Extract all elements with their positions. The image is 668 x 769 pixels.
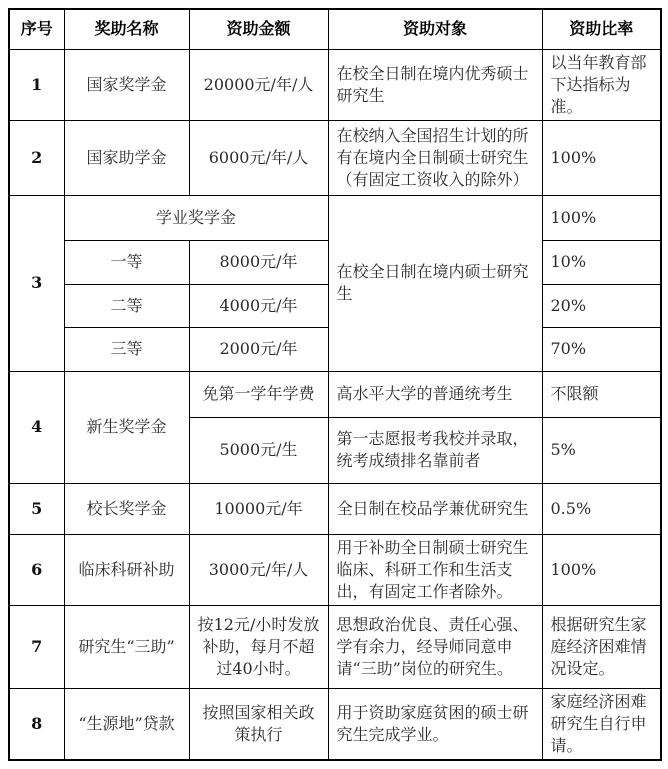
header-grant-ratio: 资助比率: [542, 9, 661, 49]
cell-award-name: 临床科研补助: [64, 534, 189, 605]
cell-ratio: 100%: [542, 120, 661, 195]
cell-award-name: 国家奖学金: [64, 49, 189, 120]
header-serial-number: 序号: [9, 9, 64, 49]
table-row: [9, 49, 661, 120]
scholarship-grant-table: [8, 8, 662, 761]
table-row: [9, 688, 661, 760]
header-award-name: 奖助名称: [64, 9, 189, 49]
table-row: [9, 483, 661, 534]
cell-amount: 2000元/年: [189, 327, 328, 371]
cell-target: 思想政治优良、责任心强、学有余力，经导师同意申请“三助”岗位的研究生。: [328, 605, 542, 688]
cell-target: 高水平大学的普通统考生: [328, 371, 542, 417]
cell-target-merged: 在校全日制在境内硕士研究生: [328, 195, 542, 371]
cell-amount: 6000元/年/人: [189, 120, 328, 195]
cell-tier-name: 三等: [64, 327, 189, 371]
cell-category-title: 学业奖学金: [64, 195, 328, 240]
table-row: [9, 120, 661, 195]
cell-amount: 5000元/生: [189, 417, 328, 483]
cell-serial: 1: [9, 49, 64, 120]
cell-serial: 8: [9, 688, 64, 760]
header-grant-amount: 资助金额: [189, 9, 328, 49]
table-header-row: [9, 9, 661, 49]
cell-ratio: 以当年教育部下达指标为准。: [542, 49, 661, 120]
cell-target: 用于补助全日制硕士研究生临床、科研工作和生活支出，有固定工作者除外。: [328, 534, 542, 605]
cell-ratio: 10%: [542, 240, 661, 284]
cell-serial: 5: [9, 483, 64, 534]
cell-amount: 4000元/年: [189, 284, 328, 327]
cell-award-name: 校长奖学金: [64, 483, 189, 534]
cell-serial: 6: [9, 534, 64, 605]
cell-amount: 10000元/年: [189, 483, 328, 534]
cell-serial: 2: [9, 120, 64, 195]
cell-ratio: 根据研究生家庭经济困难情况设定。: [542, 605, 661, 688]
cell-award-name: 新生奖学金: [64, 371, 189, 483]
cell-ratio: 家庭经济困难研究生自行申请。: [542, 688, 661, 760]
cell-target: 第一志愿报考我校并录取，统考成绩排名靠前者: [328, 417, 542, 483]
cell-ratio: 不限额: [542, 371, 661, 417]
cell-amount: 按12元/小时发放补助，每月不超过40小时。: [189, 605, 328, 688]
cell-target: 在校全日制在境内优秀硕士研究生: [328, 49, 542, 120]
cell-ratio: 70%: [542, 327, 661, 371]
cell-amount: 8000元/年: [189, 240, 328, 284]
table-row: [9, 195, 661, 240]
table-row: [9, 605, 661, 688]
cell-ratio: 0.5%: [542, 483, 661, 534]
cell-serial: 7: [9, 605, 64, 688]
table-row: [9, 534, 661, 605]
cell-amount: 20000元/年/人: [189, 49, 328, 120]
cell-serial: 3: [9, 195, 64, 371]
cell-ratio: 100%: [542, 195, 661, 240]
cell-ratio: 5%: [542, 417, 661, 483]
cell-amount: 3000元/年/人: [189, 534, 328, 605]
cell-award-name: 国家助学金: [64, 120, 189, 195]
cell-amount: 按照国家相关政策执行: [189, 688, 328, 760]
cell-tier-name: 一等: [64, 240, 189, 284]
cell-ratio: 20%: [542, 284, 661, 327]
cell-serial: 4: [9, 371, 64, 483]
cell-award-name: “生源地”贷款: [64, 688, 189, 760]
table-row: [9, 371, 661, 417]
cell-tier-name: 二等: [64, 284, 189, 327]
cell-amount: 免第一学年学费: [189, 371, 328, 417]
cell-target: 全日制在校品学兼优研究生: [328, 483, 542, 534]
cell-target: 用于资助家庭贫困的硕士研究生完成学业。: [328, 688, 542, 760]
header-grant-target: 资助对象: [328, 9, 542, 49]
cell-award-name: 研究生“三助”: [64, 605, 189, 688]
cell-ratio: 100%: [542, 534, 661, 605]
cell-target: 在校纳入全国招生计划的所有在境内全日制硕士研究生（有固定工资收入的除外）: [328, 120, 542, 195]
